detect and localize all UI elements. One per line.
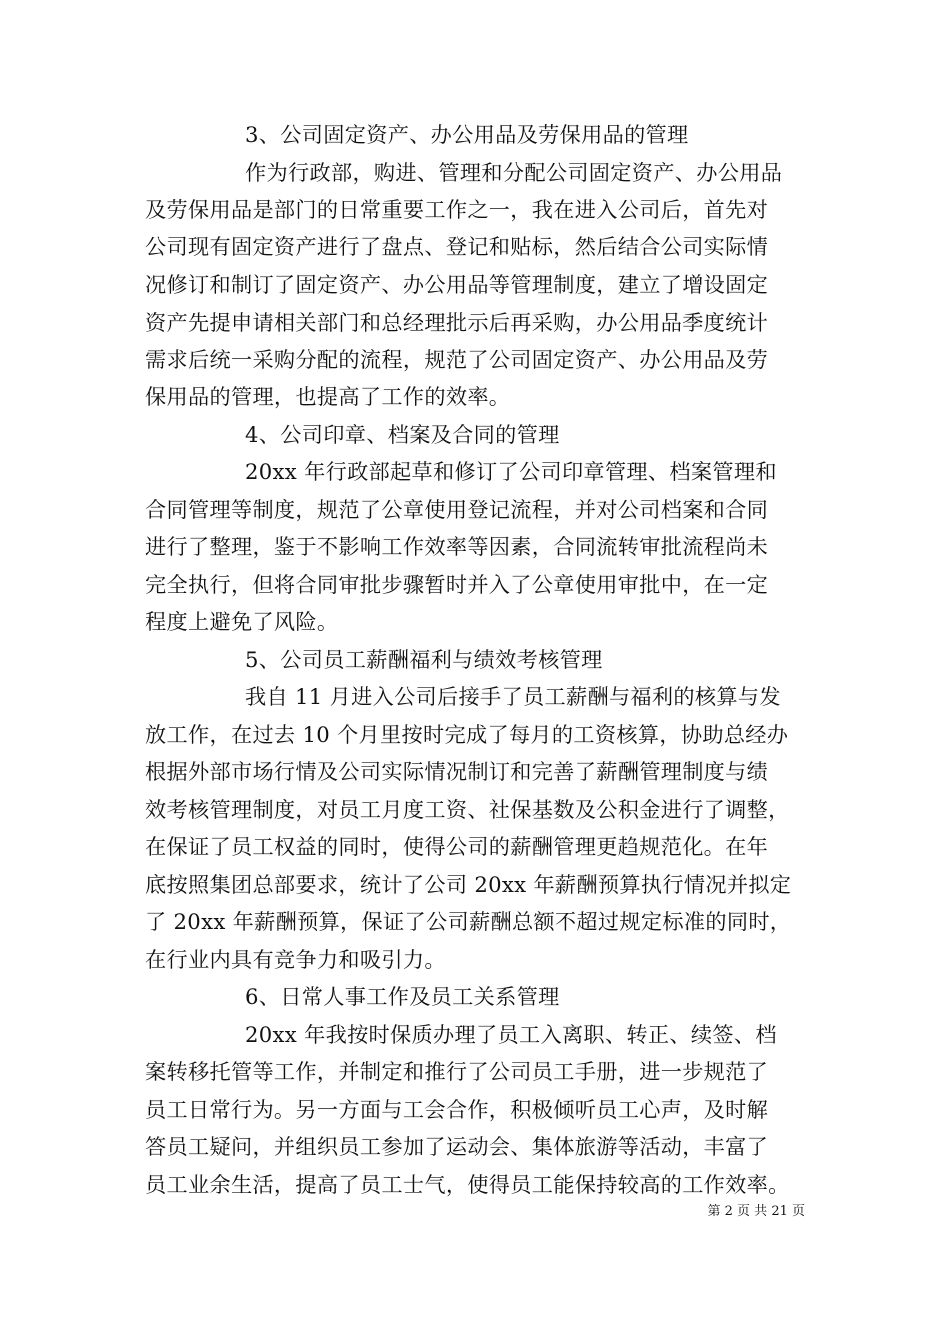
paragraph-line: 根据外部市场行情及公司实际情况制订和完善了薪酬管理制度与绩 [145,759,769,784]
paragraph-line: 放工作，在过去 10 个月里按时完成了每月的工资核算，协助总经办 [145,722,789,747]
paragraph-line: 员工日常行为。另一方面与工会合作，积极倾听员工心声，及时解 [145,1097,769,1122]
paragraph-line: 20xx 年行政部起草和修订了公司印章管理、档案管理和 [245,459,777,484]
paragraph-line: 员工业余生活，提高了员工士气，使得员工能保持较高的工作效率。 [145,1172,790,1197]
paragraph-line: 保用品的管理，也提高了工作的效率。 [145,384,511,409]
paragraph-line: 资产先提申请相关部门和总经理批示后再采购，办公用品季度统计 [145,310,769,335]
paragraph-line: 完全执行，但将合同审批步骤暂时并入了公章使用审批中，在一定 [145,572,769,597]
paragraph-line: 需求后统一采购分配的流程，规范了公司固定资产、办公用品及劳 [145,347,769,372]
paragraph-line: 在行业内具有竞争力和吸引力。 [145,947,446,972]
paragraph-line: 了 20xx 年薪酬预算，保证了公司薪酬总额不超过规定标准的同时， [145,909,792,934]
paragraph-line: 底按照集团总部要求，统计了公司 20xx 年薪酬预算执行情况并拟定 [145,872,792,897]
paragraph-line: 合同管理等制度，规范了公章使用登记流程，并对公司档案和合同 [145,497,769,522]
page-number: 第 2 页 共 21 页 [707,1204,805,1219]
paragraph-line: 程度上避免了风险。 [145,609,339,634]
paragraph-line: 20xx 年我按时保质办理了员工入离职、转正、续签、档 [245,1022,777,1047]
paragraph-line: 案转移托管等工作，并制定和推行了公司员工手册，进一步规范了 [145,1059,769,1084]
paragraph-line: 作为行政部，购进、管理和分配公司固定资产、办公用品 [245,160,783,185]
section-heading: 4、公司印章、档案及合同的管理 [245,422,560,447]
paragraph-line: 进行了整理，鉴于不影响工作效率等因素，合同流转审批流程尚未 [145,534,769,559]
section-heading: 6、日常人事工作及员工关系管理 [245,984,560,1009]
paragraph-line: 及劳保用品是部门的日常重要工作之一，我在进入公司后，首先对 [145,197,769,222]
paragraph-line: 况修订和制订了固定资产、办公用品等管理制度，建立了增设固定 [145,272,769,297]
paragraph-line: 答员工疑问，并组织员工参加了运动会、集体旅游等活动，丰富了 [145,1134,769,1159]
section-heading: 5、公司员工薪酬福利与绩效考核管理 [245,647,603,672]
paragraph-line: 效考核管理制度，对员工月度工资、社保基数及公积金进行了调整， [145,797,790,822]
paragraph-line: 我自 11 月进入公司后接手了员工薪酬与福利的核算与发 [245,684,781,709]
paragraph-line: 公司现有固定资产进行了盘点、登记和贴标，然后结合公司实际情 [145,234,769,259]
paragraph-line: 在保证了员工权益的同时，使得公司的薪酬管理更趋规范化。在年 [145,834,769,859]
section-heading: 3、公司固定资产、办公用品及劳保用品的管理 [245,122,689,147]
